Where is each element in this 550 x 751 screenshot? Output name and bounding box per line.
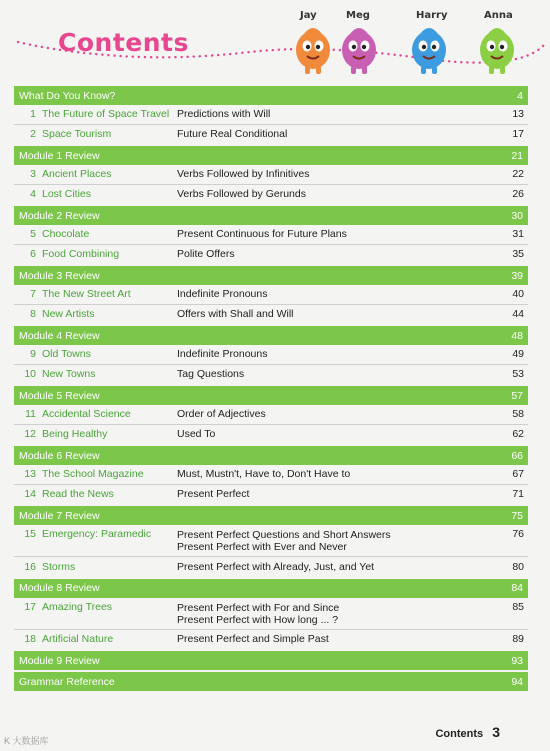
grammar-topic-line: Present Perfect and Simple Past — [177, 633, 329, 646]
lesson-title: The Future of Space Travel — [42, 108, 170, 121]
character-jay — [288, 24, 338, 76]
section-band — [14, 266, 528, 285]
lesson-number: 10 — [24, 368, 36, 381]
section-title: Module 8 Review — [19, 582, 100, 594]
section-band — [14, 386, 528, 405]
section-page: 21 — [511, 149, 523, 162]
section-title: Module 2 Review — [19, 209, 100, 222]
page-title: Contents — [58, 28, 189, 57]
lesson-row — [14, 125, 528, 145]
lesson-row — [14, 465, 528, 485]
lesson-row — [14, 305, 528, 325]
lesson-row — [14, 598, 528, 630]
lesson-row — [14, 185, 528, 205]
character-anna — [472, 24, 522, 76]
section-page: 66 — [511, 449, 523, 462]
lesson-row — [14, 245, 528, 265]
grammar-topic-line: Verbs Followed by Gerunds — [177, 188, 306, 201]
lesson-page: 71 — [512, 488, 524, 501]
grammar-topic-line: Indefinite Pronouns — [177, 288, 268, 301]
lesson-page: 40 — [512, 288, 524, 301]
lesson-number: 15 — [24, 528, 36, 540]
lesson-page: 31 — [512, 228, 524, 241]
lesson-page: 22 — [512, 168, 524, 181]
grammar-topic-line: Present Perfect with Already, Just, and Yet — [177, 560, 375, 573]
grammar-topic-line: Present Perfect Questions and Short Answers — [177, 529, 391, 541]
section-title: Module 3 Review — [19, 269, 100, 282]
lesson-row — [14, 405, 528, 425]
lesson-row — [14, 365, 528, 385]
grammar-topic-line: Verbs Followed by Infinitives — [177, 168, 310, 181]
section-page: 93 — [511, 654, 523, 667]
section-title: Module 4 Review — [19, 329, 100, 342]
grammar-topic — [177, 368, 498, 380]
lesson-page: 17 — [512, 128, 524, 141]
table-of-contents — [14, 86, 528, 691]
lesson-title: Emergency: Paramedic — [42, 528, 152, 540]
lesson-page: 89 — [512, 633, 524, 646]
section-page: 84 — [511, 582, 523, 594]
character-name-jay: Jay — [300, 10, 317, 21]
section-band — [14, 206, 528, 225]
grammar-topic — [177, 408, 498, 420]
grammar-topic — [177, 488, 498, 500]
grammar-topic — [177, 428, 498, 440]
grammar-topic-line: Predictions with Will — [177, 108, 271, 121]
lesson-row — [14, 525, 528, 557]
grammar-topic — [177, 602, 498, 626]
section-title: What Do You Know? — [19, 89, 116, 102]
section-title: Module 9 Review — [19, 654, 100, 667]
grammar-topic — [177, 288, 498, 300]
lesson-page: 26 — [512, 188, 524, 201]
section-page: 48 — [511, 329, 523, 342]
character-meg — [334, 24, 384, 76]
section-page: 57 — [511, 389, 523, 402]
grammar-topic — [177, 108, 498, 120]
lesson-page: 62 — [512, 428, 524, 441]
lesson-number: 5 — [30, 228, 36, 241]
section-page: 30 — [511, 209, 523, 222]
lesson-title: Amazing Trees — [42, 600, 113, 613]
lesson-row — [14, 225, 528, 245]
lesson-page: 85 — [512, 600, 524, 613]
lesson-title: Read the News — [42, 488, 114, 501]
lesson-number: 9 — [30, 348, 36, 361]
lesson-title: New Towns — [42, 368, 96, 381]
section-band — [14, 579, 528, 598]
lesson-title: Artificial Nature — [42, 633, 114, 646]
grammar-topic-line: Present Continuous for Future Plans — [177, 228, 347, 241]
grammar-topic — [177, 633, 498, 645]
page-number: 3 — [492, 724, 500, 740]
grammar-topic — [177, 308, 498, 320]
lesson-title: New Artists — [42, 308, 95, 321]
grammar-topic-line: Must, Mustn't, Have to, Don't Have to — [177, 468, 351, 481]
section-page: 75 — [511, 509, 523, 522]
lesson-title: The School Magazine — [42, 468, 144, 481]
section-title: Module 5 Review — [19, 389, 100, 402]
lesson-number: 4 — [30, 188, 36, 201]
lesson-title: Food Combining — [42, 248, 120, 261]
lesson-page: 13 — [512, 108, 524, 121]
section-title: Module 7 Review — [19, 509, 100, 522]
lesson-number: 13 — [24, 468, 36, 481]
lesson-number: 17 — [24, 600, 36, 613]
watermark: K 大数据库 — [4, 736, 49, 746]
lesson-title: Space Tourism — [42, 128, 112, 141]
grammar-topic — [177, 188, 498, 200]
grammar-topic-line: Order of Adjectives — [177, 408, 266, 421]
lesson-title: Old Towns — [42, 348, 91, 361]
lesson-number: 11 — [25, 408, 36, 421]
grammar-topic — [177, 168, 498, 180]
section-page: 4 — [517, 89, 523, 102]
lesson-number: 6 — [30, 248, 36, 261]
grammar-topic-line: Polite Offers — [177, 248, 235, 261]
lesson-number: 18 — [24, 633, 36, 646]
grammar-topic-line: Tag Questions — [177, 368, 245, 381]
lesson-title: The New Street Art — [42, 288, 131, 301]
section-band — [14, 651, 528, 670]
lesson-number: 2 — [30, 128, 36, 141]
grammar-topic — [177, 348, 498, 360]
section-band — [14, 506, 528, 525]
lesson-page: 67 — [512, 468, 524, 481]
grammar-topic — [177, 561, 498, 573]
section-band — [14, 326, 528, 345]
lesson-title: Ancient Places — [42, 168, 112, 181]
lesson-number: 3 — [30, 168, 36, 181]
lesson-row — [14, 105, 528, 125]
lesson-title: Being Healthy — [42, 428, 108, 441]
grammar-topic-line: Used To — [177, 428, 216, 441]
section-page: 39 — [511, 269, 523, 282]
lesson-row — [14, 285, 528, 305]
grammar-topic — [177, 228, 498, 240]
section-band — [14, 86, 528, 105]
lesson-row — [14, 557, 528, 577]
lesson-number: 12 — [24, 428, 36, 441]
page-footer — [435, 724, 500, 740]
grammar-topic — [177, 248, 498, 260]
section-band — [14, 672, 528, 691]
lesson-number: 14 — [24, 488, 36, 501]
lesson-page: 44 — [512, 308, 524, 321]
character-name-meg: Meg — [346, 10, 370, 21]
lesson-page: 53 — [512, 368, 524, 381]
grammar-topic — [177, 529, 498, 553]
lesson-title: Storms — [42, 560, 76, 573]
character-name-harry: Harry — [416, 10, 448, 21]
lesson-number: 8 — [30, 308, 36, 321]
grammar-topic-line: Present Perfect with For and Since — [177, 601, 340, 614]
grammar-topic-line: Indefinite Pronouns — [177, 348, 268, 361]
footer-label: Contents — [435, 728, 484, 740]
grammar-topic-line: Present Perfect — [177, 488, 250, 501]
grammar-topic-line: Future Real Conditional — [177, 128, 288, 141]
lesson-row — [14, 165, 528, 185]
lesson-title: Accidental Science — [42, 408, 131, 421]
grammar-topic-line: Present Perfect with Ever and Never — [177, 541, 347, 553]
grammar-topic — [177, 468, 498, 480]
lesson-number: 1 — [30, 108, 36, 121]
lesson-title: Chocolate — [42, 228, 90, 241]
lesson-page: 35 — [512, 248, 524, 261]
grammar-topic-line: Offers with Shall and Will — [177, 308, 294, 321]
section-title: Module 6 Review — [19, 449, 100, 462]
section-band — [14, 446, 528, 465]
grammar-topic-line: Present Perfect with How long ... ? — [177, 613, 339, 626]
section-page: 94 — [511, 675, 523, 688]
lesson-page: 76 — [512, 528, 524, 540]
lesson-number: 16 — [24, 560, 36, 573]
lesson-page: 80 — [512, 560, 524, 573]
lesson-row — [14, 630, 528, 650]
lesson-row — [14, 345, 528, 365]
section-band — [14, 146, 528, 165]
grammar-topic — [177, 128, 498, 140]
lesson-page: 58 — [512, 408, 524, 421]
section-title: Grammar Reference — [19, 675, 115, 688]
lesson-page: 49 — [512, 348, 524, 361]
character-harry — [404, 24, 454, 76]
section-title: Module 1 Review — [19, 149, 100, 162]
lesson-title: Lost Cities — [42, 188, 92, 201]
lesson-row — [14, 485, 528, 505]
lesson-number: 7 — [30, 288, 36, 301]
character-name-anna: Anna — [484, 10, 513, 21]
lesson-row — [14, 425, 528, 445]
